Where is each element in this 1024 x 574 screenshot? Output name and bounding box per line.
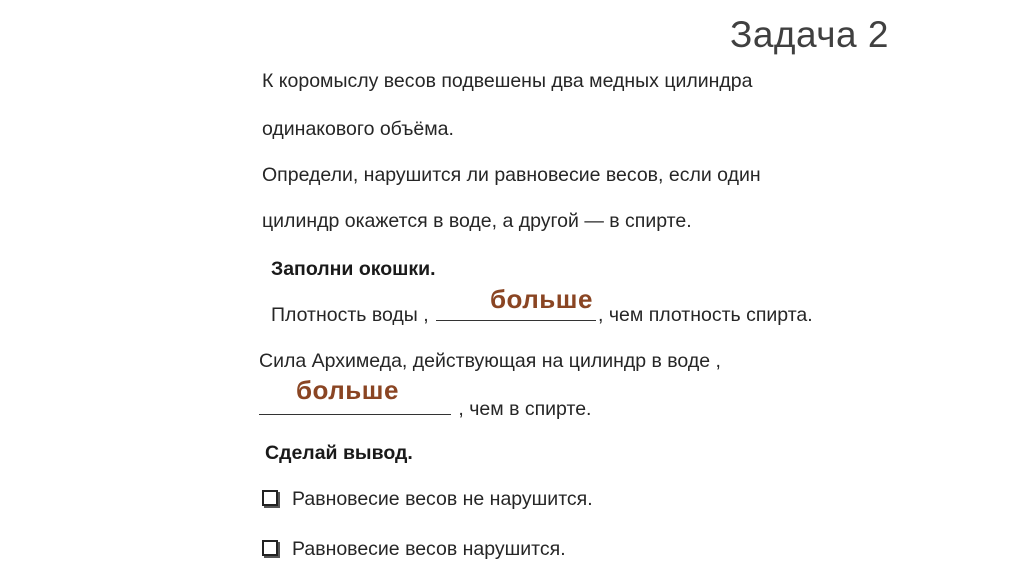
archimedes-answer: больше	[296, 375, 399, 405]
conclusion-heading: Сделай вывод.	[265, 442, 413, 464]
problem-text-line-2: одинакового объёма.	[262, 118, 454, 140]
option-change[interactable]	[262, 538, 566, 561]
density-answer: больше	[490, 284, 593, 314]
option-change-label: Равновесие весов нарушится.	[292, 538, 566, 560]
checkbox-icon[interactable]	[262, 490, 278, 506]
problem-question-line-1: Определи, нарушится ли равновесие весов, если один	[262, 164, 761, 186]
sentence-density-after: , чем плотность спирта.	[598, 304, 813, 326]
option-no-change-label: Равновесие весов не нарушится.	[292, 488, 593, 510]
checkbox-icon[interactable]	[262, 540, 278, 556]
sentence-archimedes-after: , чем в спирте.	[453, 398, 592, 420]
option-no-change[interactable]	[262, 488, 593, 511]
sentence-archimedes-line-1: Сила Архимеда, действующая на цилиндр в воде ,	[259, 350, 721, 372]
fill-heading: Заполни окошки.	[271, 258, 436, 280]
slide-title: Задача 2	[730, 14, 889, 55]
sentence-density-before: Плотность воды ,	[271, 304, 429, 326]
problem-question-line-2: цилиндр окажется в воде, а другой — в спирте.	[262, 210, 692, 232]
problem-text-line-1: К коромыслу весов подвешены два медных цилиндра	[262, 70, 753, 92]
